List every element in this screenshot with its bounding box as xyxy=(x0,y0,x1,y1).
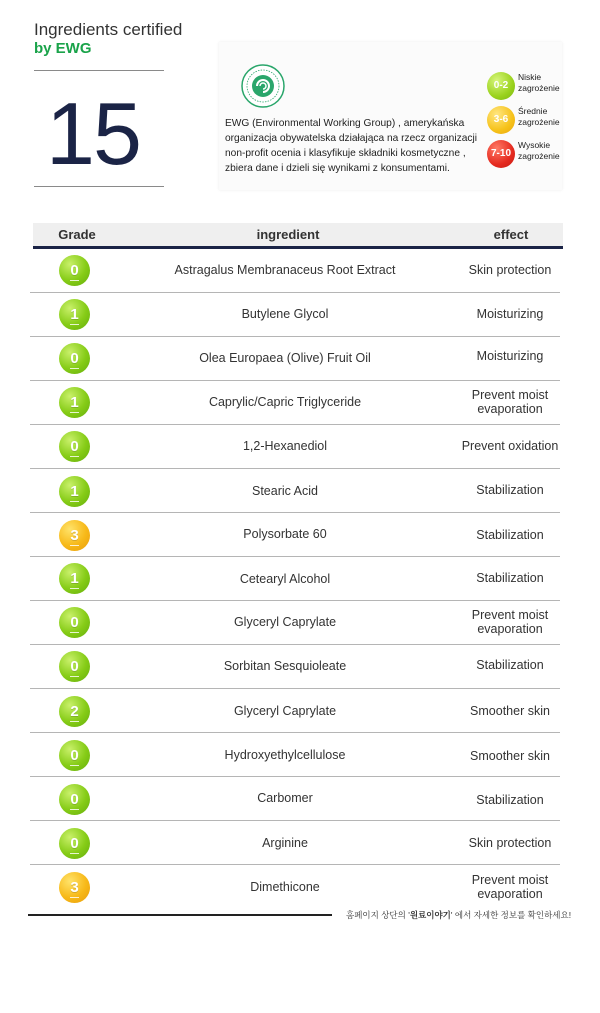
table-row xyxy=(30,820,560,865)
ingredient-name: Astragalus Membranaceus Root Extract xyxy=(174,263,396,277)
column-header-ingredient: ingredient xyxy=(256,227,320,242)
grade-badge xyxy=(59,828,90,859)
ewg-description: EWG (Environmental Working Group) , amerykańska organizacja obywatelska działająca na rzecz organizacji non-profit ocenia i klasyfikuje składniki kosmetyczne , zbiera dane i dzieli się wynikami z konsumentami. xyxy=(225,118,477,174)
table-row xyxy=(30,336,560,381)
grade-value: 1 xyxy=(70,306,79,323)
footer-divider xyxy=(28,914,332,916)
ingredient-name: Carbomer xyxy=(257,791,313,805)
grade-value: 0 xyxy=(70,350,79,367)
table-row xyxy=(30,644,560,689)
ingredient-effect: Prevent moist evaporation xyxy=(471,873,549,901)
ingredient-name: Polysorbate 60 xyxy=(243,527,327,541)
page-subtitle: by EWG xyxy=(34,40,92,57)
grade-badge xyxy=(59,784,90,815)
legend-label: Niskie zagrożenie xyxy=(518,72,560,93)
legend-item-low xyxy=(487,70,562,104)
table-row xyxy=(30,556,560,601)
grade-value: 0 xyxy=(70,747,79,764)
table-row xyxy=(30,864,560,908)
ingredient-effect: Moisturizing xyxy=(476,349,544,363)
grade-value: 0 xyxy=(70,835,79,852)
footer-note-suffix: ' 에서 자세한 정보를 확인하세요! xyxy=(450,910,572,920)
page-title: Ingredients certified xyxy=(34,20,183,39)
table-row xyxy=(30,292,560,337)
ewg-info-box xyxy=(219,42,562,190)
ingredient-effect: Stabilization xyxy=(476,571,544,585)
divider xyxy=(34,186,164,187)
ingredient-name: 1,2-Hexanediol xyxy=(242,439,328,453)
grade-badge xyxy=(59,520,90,551)
legend-label: Średnie zagrożenie xyxy=(518,106,560,127)
divider xyxy=(34,70,164,71)
grade-badge xyxy=(59,255,90,286)
ingredient-name: Hydroxyethylcellulose xyxy=(224,748,346,762)
legend-range-badge: 3-6 xyxy=(487,106,515,134)
ingredient-effect: Prevent moist evaporation xyxy=(471,608,549,636)
ingredient-effect: Prevent oxidation xyxy=(461,439,559,453)
grade-badge xyxy=(59,696,90,727)
table-row xyxy=(30,248,560,293)
ingredient-name: Butylene Glycol xyxy=(241,307,329,321)
column-header-grade: Grade xyxy=(58,227,96,242)
grade-value: 0 xyxy=(70,658,79,675)
ingredient-name: Arginine xyxy=(262,836,308,850)
ingredient-effect: Moisturizing xyxy=(476,307,544,321)
ingredient-name: Glyceryl Caprylate xyxy=(233,704,337,718)
legend-item-medium xyxy=(487,104,562,138)
grade-badge xyxy=(59,343,90,374)
table-header xyxy=(33,223,563,249)
grade-badge xyxy=(59,740,90,771)
ingredient-name: Caprylic/Capric Triglyceride xyxy=(208,395,362,409)
grade-badge xyxy=(59,651,90,682)
ingredient-effect: Smoother skin xyxy=(470,704,550,718)
ingredient-effect: Smoother skin xyxy=(470,749,550,763)
ingredient-effect: Stabilization xyxy=(476,483,544,497)
table-row xyxy=(30,512,560,557)
ingredient-count: 15 xyxy=(46,84,140,183)
legend-range-badge: 7-10 xyxy=(487,140,515,168)
ingredient-effect: Stabilization xyxy=(476,793,544,807)
grade-value: 3 xyxy=(70,879,79,896)
grade-value: 2 xyxy=(70,703,79,720)
grade-value: 1 xyxy=(70,483,79,500)
ingredient-name: Sorbitan Sesquioleate xyxy=(223,659,347,673)
grade-value: 0 xyxy=(70,438,79,455)
table-row xyxy=(30,380,560,425)
grade-badge xyxy=(59,607,90,638)
table-row xyxy=(30,688,560,733)
grade-value: 3 xyxy=(70,527,79,544)
footer-note xyxy=(346,909,571,921)
ingredient-name: Olea Europaea (Olive) Fruit Oil xyxy=(199,351,371,365)
grade-value: 1 xyxy=(70,570,79,587)
ingredient-name: Stearic Acid xyxy=(251,484,318,498)
table-row xyxy=(30,600,560,645)
grade-value: 0 xyxy=(70,791,79,808)
table-row xyxy=(30,732,560,777)
ingredient-name: Dimethicone xyxy=(250,880,320,894)
legend-item-high xyxy=(487,138,562,172)
legend-range-badge: 0-2 xyxy=(487,72,515,100)
legend-label: Wysokie zagrożenie xyxy=(518,140,560,161)
ingredient-effect: Skin protection xyxy=(468,836,552,850)
grade-value: 1 xyxy=(70,394,79,411)
grade-badge xyxy=(59,431,90,462)
column-header-effect: effect xyxy=(493,227,529,242)
grade-value: 0 xyxy=(70,262,79,279)
table-row xyxy=(30,424,560,469)
ingredient-effect: Stabilization xyxy=(476,528,544,542)
ewg-verified-logo-icon xyxy=(241,64,285,108)
footer-note-prefix: 홈페이지 상단의 ' xyxy=(346,910,410,920)
table-row xyxy=(30,468,560,513)
ingredient-effect: Prevent moist evaporation xyxy=(471,388,549,416)
grade-badge xyxy=(59,476,90,507)
grade-value: 0 xyxy=(70,614,79,631)
footer-note-highlight: 원료이야기 xyxy=(409,910,451,920)
ingredient-effect: Stabilization xyxy=(476,658,544,672)
grade-badge xyxy=(59,563,90,594)
grade-badge xyxy=(59,387,90,418)
ingredient-name: Cetearyl Alcohol xyxy=(239,572,331,586)
grade-badge xyxy=(59,872,90,903)
ingredient-name: Glyceryl Caprylate xyxy=(233,615,337,629)
ingredient-effect: Skin protection xyxy=(468,263,552,277)
grade-badge xyxy=(59,299,90,330)
table-row xyxy=(30,776,560,821)
